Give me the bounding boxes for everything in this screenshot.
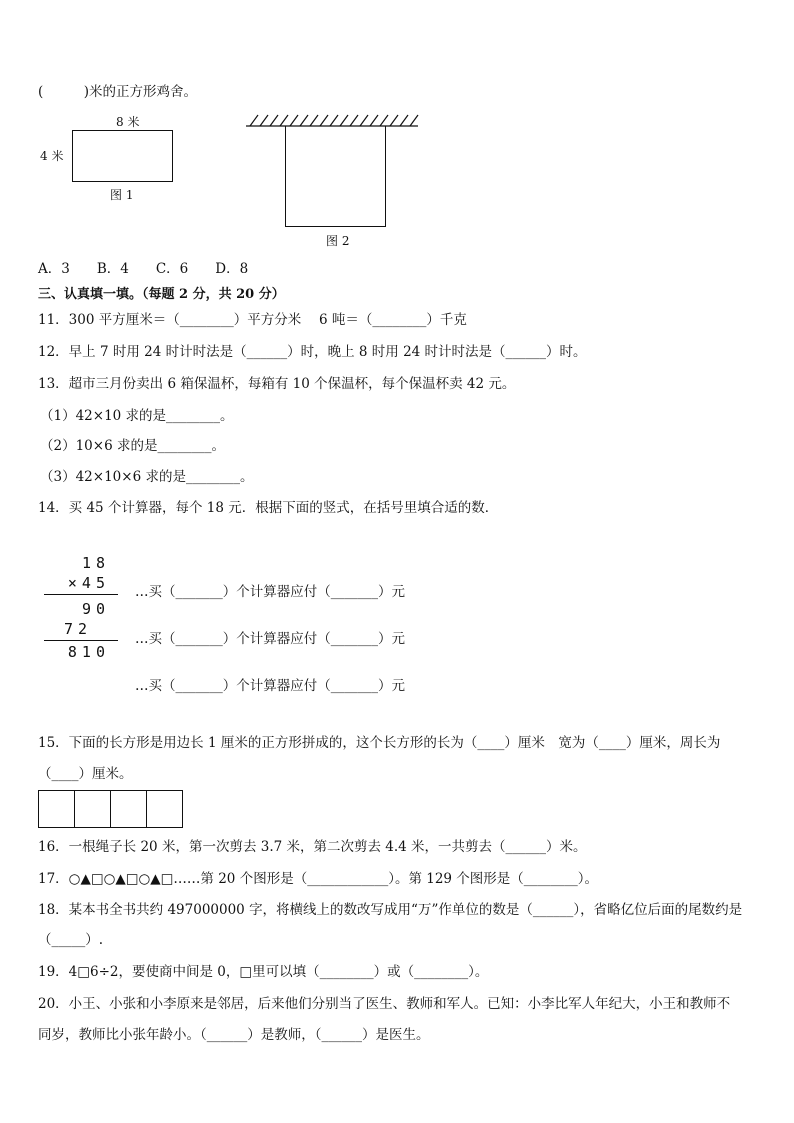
- q14-stem: 14．买 45 个计算器，每个 18 元．根据下面的竖式，在括号里填合适的数．: [38, 500, 499, 516]
- grid-cell: [110, 790, 147, 828]
- calc-multiplier: ×45: [67, 574, 110, 592]
- fig1-caption: 图 1: [110, 188, 134, 202]
- fig1-width-label: 8 米: [116, 115, 140, 129]
- q13-part-3: （3）42×10×6 求的是________。: [40, 469, 254, 485]
- q13-part-2: （2）10×6 求的是________。: [40, 438, 225, 454]
- fig1-height-label: 4 米: [40, 149, 64, 163]
- q11: 11．300 平方厘米＝（________）平方分米 6 吨＝（________）千克: [38, 312, 467, 328]
- section3-heading: 三、认真填一填。（每题 2 分，共 20 分）: [38, 287, 285, 302]
- fig2-square: [285, 126, 386, 227]
- q18-line-2: （_____）.: [38, 932, 104, 948]
- q20-line-2: 同岁，教师比小张年龄小。（______）是教师，（______）是医生。: [38, 1027, 430, 1043]
- calc-rule-1: [44, 594, 118, 595]
- calc-product: 810: [67, 643, 110, 661]
- square-grid: [38, 790, 182, 828]
- grid-cell: [146, 790, 183, 828]
- grid-cell: [74, 790, 111, 828]
- q12: 12．早上 7 时用 24 时计时法是（______）时，晚上 8 时用 24 时计时法是（______）时。: [38, 344, 587, 360]
- calc-rule-2: [44, 640, 118, 641]
- q18-line-1: 18．某本书全书共约 497000000 字，将横线上的数改写成用“万”作单位的数是（______），省略亿位后面的尾数约是: [38, 902, 743, 918]
- q15-line-2: （____）厘米。: [38, 766, 133, 782]
- grid-cell: [38, 790, 75, 828]
- calc-multiplicand: 18: [81, 554, 110, 572]
- fig1-rectangle: [72, 130, 173, 182]
- q14-line-2: …买（_______）个计算器应付（_______）元: [135, 631, 405, 647]
- q20-line-1: 20．小王、小张和小李原来是邻居，后来他们分别当了医生、教师和军人。已知：小李比军人年纪大，小王和教师不: [38, 996, 731, 1012]
- q13-part-1: （1）42×10 求的是________。: [40, 408, 234, 424]
- calc-partial-1: 90: [81, 600, 110, 618]
- fig2-caption: 图 2: [326, 234, 350, 248]
- q19: 19．4□6÷2，要使商中间是 0，□里可以填（________）或（________）。: [38, 964, 489, 980]
- q10-options: A．3 B．4 C．6 D．8: [38, 261, 249, 277]
- q13-stem: 13．超市三月份卖出 6 箱保温杯，每箱有 10 个保温杯，每个保温杯卖 42 元。: [38, 376, 516, 392]
- q16: 16．一根绳子长 20 米，第一次剪去 3.7 米，第二次剪去 4.4 米，一共剪去（______）米。: [38, 839, 587, 855]
- q10-stem-tail: ( )米的正方形鸡舍。: [38, 84, 198, 100]
- calc-partial-2: 72: [63, 620, 92, 638]
- q17: 17．○▲□○▲□○▲□……第 20 个图形是（____________）。第 129 个图形是（________）。: [38, 871, 599, 887]
- q15-line-1: 15．下面的长方形是用边长 1 厘米的正方形拼成的，这个长方形的长为（____）厘米 宽为（____）厘米，周长为: [38, 735, 721, 751]
- q14-line-1: …买（_______）个计算器应付（_______）元: [135, 584, 405, 600]
- q14-line-3: …买（_______）个计算器应付（_______）元: [135, 678, 405, 694]
